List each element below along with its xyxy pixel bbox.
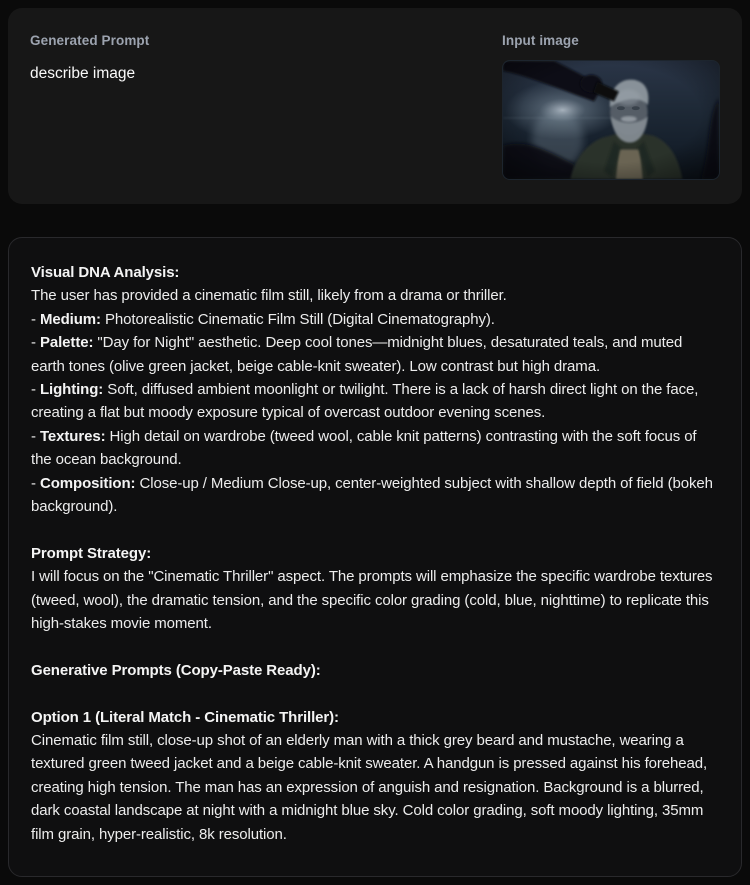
blank-line [31,682,719,705]
input-image-column [502,32,720,180]
text-block: Prompt Strategy: [31,544,152,562]
prompt-column [30,32,478,180]
text-block: Visual DNA Analysis: [31,264,180,281]
text-block: The user has provided a cinematic film still, likely from a drama or thriller. [31,287,507,305]
text-block: - Medium: Photorealistic Cinematic Film Still (Digital Cinematography). [31,310,495,328]
input-image-thumbnail[interactable] [502,60,720,180]
text-block: - Lighting: Soft, diffused ambient moonlight or twilight. There is a lack of harsh direct light on the face, creating a flat but moody exposure typical of overcast outdoor evening scenes. [31,381,703,422]
text-block: Option 1 (Literal Match - Cinematic Thriller): [31,708,339,726]
text-block: I will focus on the "Cinematic Thriller" aspect. The prompts will emphasize the specific wardrobe textures (tweed, wool), the dramatic tension, and the specific color grading (cold, blue, nighttime) to replicate this high-stakes movie moment. [31,568,717,633]
film-still-scene [503,61,719,179]
text-block: - Textures: High detail on wardrobe (tweed wool, cable knit patterns) contrasting with the soft focus of the ocean background. [31,427,701,469]
generated-prompt-text: describe image [30,65,136,82]
vignette-overlay [503,61,719,179]
generated-prompt-card [8,8,742,204]
blank-line [31,518,719,541]
generated-prompt-label: Generated Prompt [30,33,150,48]
text-block: Cinematic film still, close-up shot of an elderly man with a thick grey beard and mustache, wearing a textured green tweed jacket and a beige cable-knit sweater. A handgun is pressed against his forehead, creating high tension. The man has an expression of anguish and resignation. Background is a blurred, dark coastal landscape at night with a midnight blue sky. Cold color grading, soft moody lighting, 35mm film grain, hyper-realistic, 8k resolution. [31,732,712,843]
text-block: Generative Prompts (Copy-Paste Ready): [31,661,321,679]
text-block: - Palette: "Day for Night" aesthetic. Deep cool tones—midnight blues, desaturated teals, and muted earth tones (olive green jacket, beige cable-knit sweater). Low contrast but high drama. [31,334,687,375]
input-image-label: Input image [502,33,579,48]
analysis-text [31,261,719,846]
analysis-card [8,237,742,877]
blank-line [31,635,719,658]
text-block: - Composition: Close-up / Medium Close-up, center-weighted subject with shallow depth of field (bokeh background). [31,474,717,516]
